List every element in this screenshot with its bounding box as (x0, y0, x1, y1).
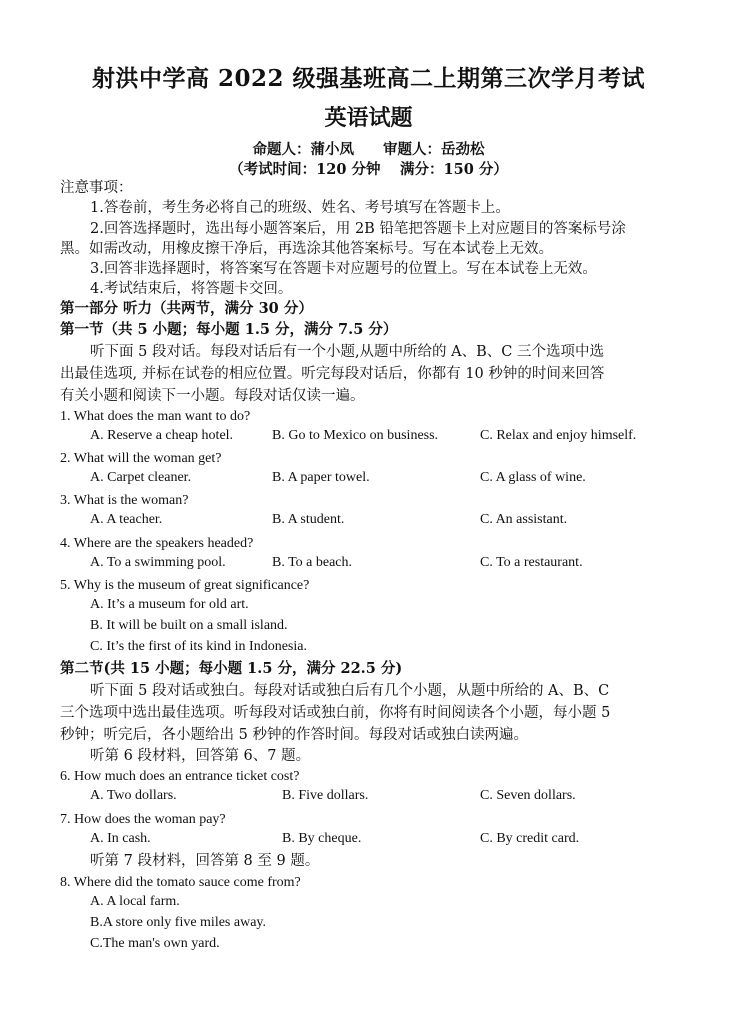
q5-option-c: C. It’s the first of its kind in Indonesia. (90, 639, 307, 654)
q4-option-c: C. To a restaurant. (480, 555, 583, 570)
q4-option-a: A. To a swimming pool. (90, 555, 226, 570)
q2-option-a: A. Carpet cleaner. (90, 470, 192, 485)
notice-heading: 注意事项： (60, 180, 133, 196)
q7-option-b: B. By cheque. (282, 831, 362, 846)
section1-instruction: 听下面 5 段对话。每段对话后有一个小题,从题中所给的 A、B、C 三个选项中选 (90, 344, 604, 360)
q1-option-a: A. Reserve a cheap hotel. (90, 428, 234, 443)
part1-heading: 第一部分 听力（共两节，满分 30 分） (60, 300, 313, 317)
q1-option-b: B. Go to Mexico on business. (272, 428, 439, 443)
notice-item: 1.答卷前，考生务必将自己的班级、姓名、考号填写在答题卡上。 (90, 200, 510, 216)
q7-option-a: A. In cash. (90, 831, 151, 846)
notice-item: 4.考试结束后，将答题卡交回。 (90, 281, 293, 297)
section2-instruction: 三个选项中选出最佳选项。听每段对话或独白前，你将有时间阅读各个小题，每小题 5 (60, 705, 611, 721)
question-3: 3. What is the woman? (60, 493, 189, 508)
q3-option-c: C. An assistant. (480, 512, 568, 527)
q8-option-b: B.A store only five miles away. (90, 915, 267, 930)
notice-item: 3.回答非选择题时，将答案写在答题卡对应题号的位置上。写在本试卷上无效。 (90, 261, 597, 277)
section2-instruction: 秒钟；听完后，各小题给出 5 秒钟的作答时间。每段对话或独白读两遍。 (60, 727, 528, 743)
section1-instruction: 出最佳选项, 并标在试卷的相应位置。听完每段对话后，你都有 10 秒钟的时间来回答 (60, 366, 605, 382)
material-7-note: 听第 7 段材料，回答第 8 至 9 题。 (90, 853, 320, 869)
q8-option-c: C.The man's own yard. (90, 936, 220, 951)
section1-instruction: 有关小题和阅读下一小题。每段对话仅读一遍。 (60, 388, 365, 404)
q3-option-b: B. A student. (272, 512, 345, 527)
q7-option-c: C. By credit card. (480, 831, 580, 846)
section1-heading: 第一节（共 5 小题；每小题 1.5 分，满分 7.5 分） (60, 321, 398, 338)
question-7: 7. How does the woman pay? (60, 812, 226, 827)
section2-instruction: 听下面 5 段对话或独白。每段对话或独白后有几个小题，从题中所给的 A、B、C (90, 683, 610, 699)
q2-option-c: C. A glass of wine. (480, 470, 586, 485)
q2-option-b: B. A paper towel. (272, 470, 370, 485)
q5-option-a: A. It’s a museum for old art. (90, 597, 249, 612)
q6-option-a: A. Two dollars. (90, 788, 177, 803)
authors-line: 命题人：蒲小凤 审题人：岳劲松 (252, 141, 485, 158)
material-6-note: 听第 6 段材料，回答第 6、7 题。 (90, 748, 311, 764)
question-6: 6. How much does an entrance ticket cost? (60, 769, 300, 784)
notice-item: 黑。如需改动，用橡皮擦干净后，再选涂其他答案标号。写在本试卷上无效。 (60, 241, 553, 257)
exam-subtitle: 英语试题 (324, 105, 413, 131)
question-1: 1. What does the man want to do? (60, 409, 251, 424)
question-2: 2. What will the woman get? (60, 451, 222, 466)
q3-option-a: A. A teacher. (90, 512, 163, 527)
q6-option-b: B. Five dollars. (282, 788, 369, 803)
q1-option-c: C. Relax and enjoy himself. (480, 428, 637, 443)
question-5: 5. Why is the museum of great significance? (60, 578, 310, 593)
q6-option-c: C. Seven dollars. (480, 788, 576, 803)
q4-option-b: B. To a beach. (272, 555, 353, 570)
time-score-line: （考试时间：120 分钟 满分：150 分） (229, 161, 508, 178)
q8-option-a: A. A local farm. (90, 894, 180, 909)
exam-title: 射洪中学高 2022 级强基班高二上期第三次学月考试 (91, 65, 646, 92)
notice-item: 2.回答选择题时，选出每小题答案后，用 2B 铅笔把答题卡上对应题目的答案标号涂 (90, 221, 626, 237)
q5-option-b: B. It will be built on a small island. (90, 618, 288, 633)
question-8: 8. Where did the tomato sauce come from? (60, 875, 301, 890)
question-4: 4. Where are the speakers headed? (60, 536, 254, 551)
section2-heading: 第二节(共 15 小题；每小题 1.5 分，满分 22.5 分) (60, 660, 403, 677)
